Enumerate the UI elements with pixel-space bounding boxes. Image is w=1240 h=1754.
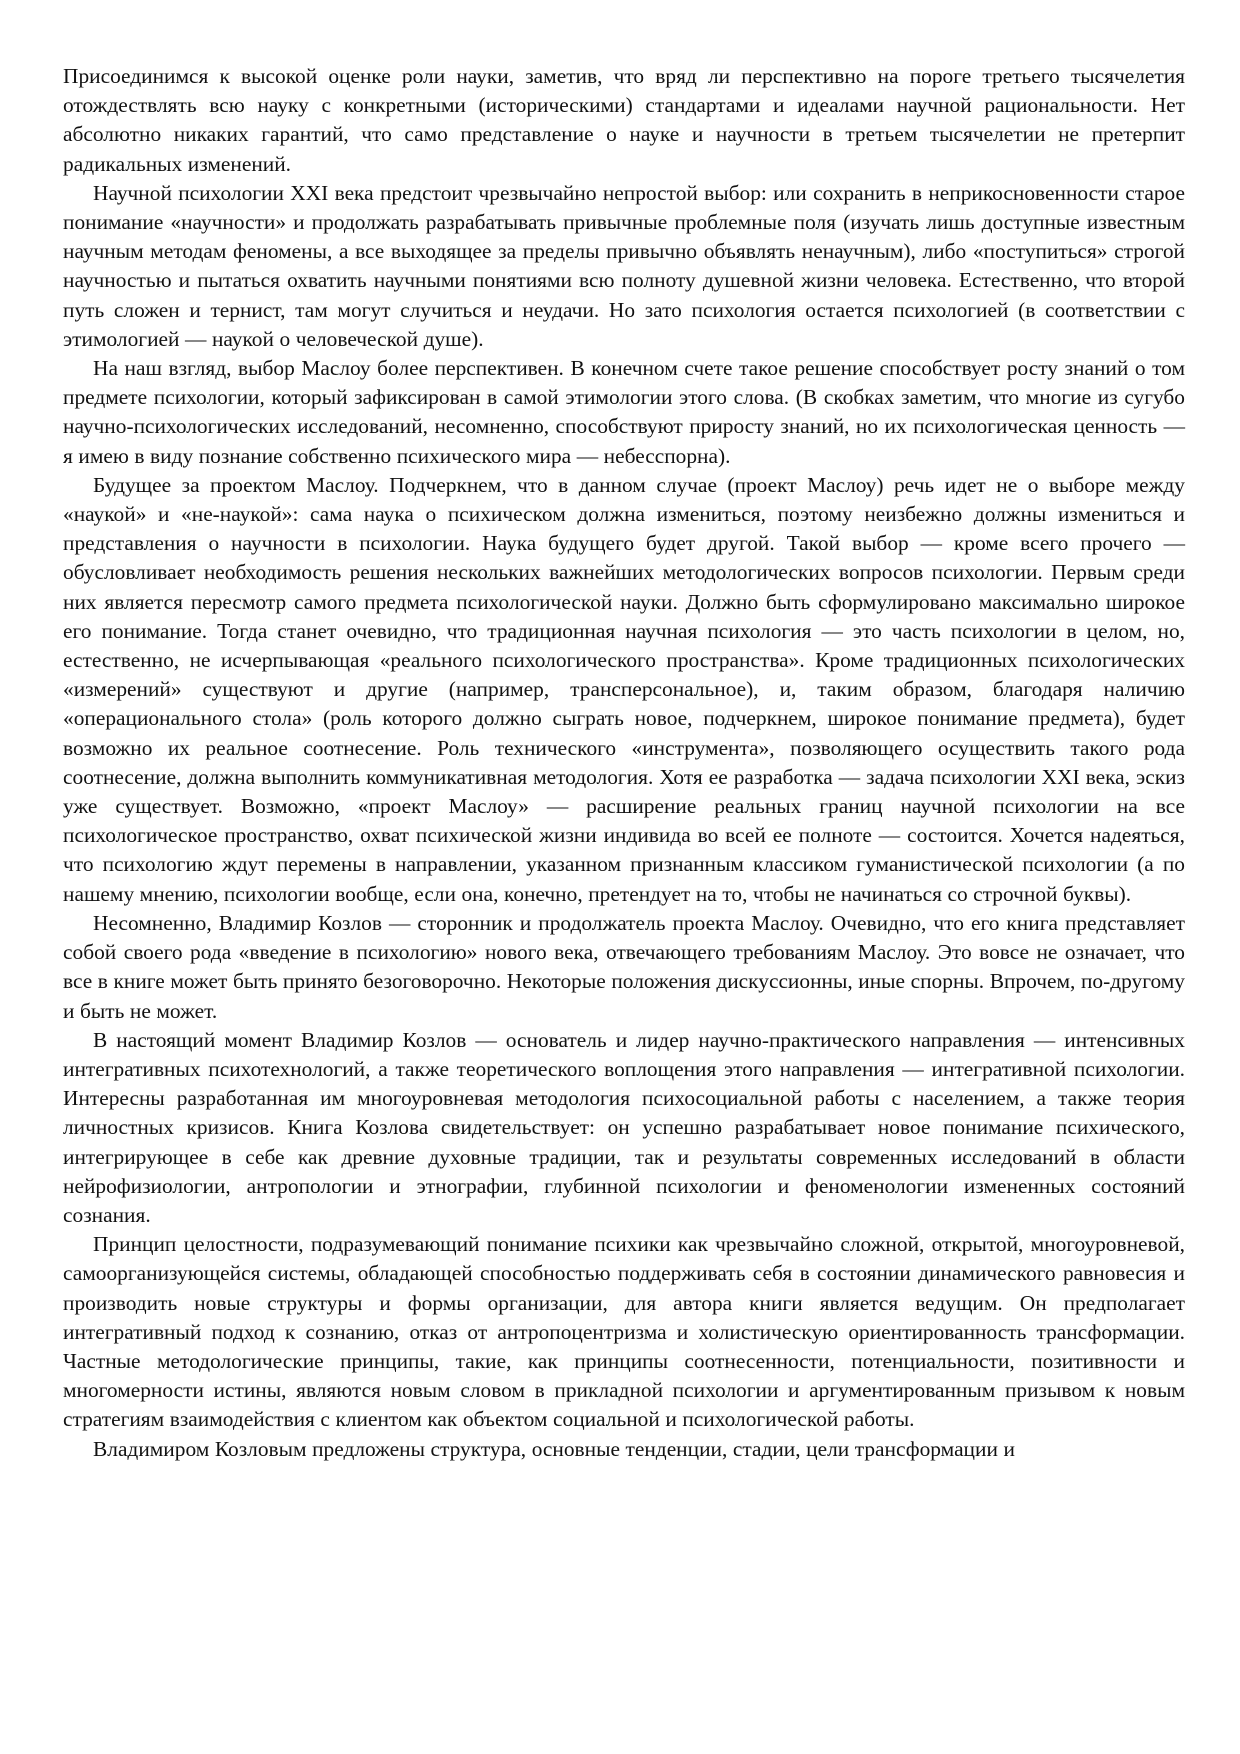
paragraph-7: Принцип целостности, подразумевающий понимание психики как чрезвычайно сложной, открытой, многоуровневой, самоорганизующейся системы, обладающей способностью поддерживать себя в состоянии динамического равновесия и производить новые структуры и формы организации, для автора книги является ведущим. Он предполагает интегративный подход к сознанию, отказ от антропоцентризма и холистическую ориентированность трансформации. Частные методологические принципы, такие, как принципы соотнесенности, потенциальности, позитивности и многомерности истины, являются новым словом в прикладной психологии и аргументированным призывом к новым стратегиям взаимодействия с клиентом как объектом социальной и психологической работы. bbox=[63, 1232, 1185, 1432]
paragraph-1: Присоединимся к высокой оценке роли науки, заметив, что вряд ли перспективно на пороге третьего тысячелетия отождествлять всю науку с конкретными (историческими) стандартами и идеалами научной рациональности. Нет абсолютно никаких гарантий, что само представление о науке и научности в третьем тысячелетии не претерпит радикальных изменений. bbox=[63, 64, 1185, 176]
paragraph-6: В настоящий момент Владимир Козлов — основатель и лидер научно-практического направления — интенсивных интегративных психотехнологий, а также теоретического воплощения этого направления — интегративной психологии. Интересны разработанная им многоуровневая методология психосоциальной работы с населением, а также теория личностных кризисов. Книга Козлова свидетельствует: он успешно разрабатывает новое понимание психического, интегрирующее в себе как древние духовные традиции, так и результаты современных исследований в области нейрофизиологии, антропологии и этнографии, глубинной психологии и феноменологии измененных состояний сознания. bbox=[63, 1027, 1185, 1227]
paragraph-4: Будущее за проектом Маслоу. Подчеркнем, что в данном случае (проект Маслоу) речь идет не о выборе между «наукой» и «не-наукой»: сама наука о психическом должна измениться, поэтому неизбежно должны измениться и представления о научности в психологии. Наука будущего будет другой. Такой выбор — кроме всего прочего — обусловливает необходимость решения нескольких важнейших методологических вопросов психологии. Первым среди них является пересмотр самого предмета психологической науки. Должно быть сформулировано максимально широкое его понимание. Тогда станет очевидно, что традиционная научная психология — это часть психологии в целом, но, естественно, не исчерпывающая «реального психологического пространства». Кроме традиционных психологических «измерений» существуют и другие (например, трансперсональное), и, таким образом, благодаря наличию «операционального стола» (роль которого должно сыграть новое, подчеркнем, широкое понимание предмета), будет возможно их реальное соотнесение. Роль технического «инструмента», позволяющего осуществить такого рода соотнесение, должна выполнить коммуникативная методология. Хотя ее разработка — задача психологии XXI века, эскиз уже существует. Возможно, «проект Маслоу» — расширение реальных границ научной психологии на все психологическое пространство, охват психической жизни индивида во всей ее полноте — состоится. Хочется надеяться, что психологию ждут перемены в направлении, указанном признанным классиком гуманистической психологии (а по нашему мнению, психологии вообще, если она, конечно, претендует на то, чтобы не начинаться со строчной буквы). bbox=[63, 472, 1185, 906]
paragraph-8: Владимиром Козловым предложены структура, основные тенденции, стадии, цели трансформации и bbox=[93, 1436, 1015, 1461]
paragraph-2: Научной психологии XXI века предстоит чрезвычайно непростой выбор: или сохранить в неприкосновенности старое понимание «научности» и продолжать разрабатывать привычные проблемные поля (изучать лишь доступные известным научным методам феномены, а все выходящее за пределы привычно объявлять ненаучным), либо «поступиться» строгой научностью и пытаться охватить научными понятиями всю полноту душевной жизни человека. Естественно, что второй путь сложен и тернист, там могут случиться и неудачи. Но зато психология остается психологией (в соответствии с этимологией — наукой о человеческой душе). bbox=[63, 180, 1185, 351]
paragraph-3: На наш взгляд, выбор Маслоу более перспективен. В конечном счете такое решение способствует росту знаний о том предмете психологии, который зафиксирован в самой этимологии этого слова. (В скобках заметим, что многие из сугубо научно-психологических исследований, несомненно, способствуют приросту знаний, но их психологическая ценность — я имею в виду познание собственно психического мира — небесспорна). bbox=[63, 356, 1185, 468]
paragraph-5: Несомненно, Владимир Козлов — сторонник и продолжатель проекта Маслоу. Очевидно, что его книга представляет собой своего рода «введение в психологию» нового века, отвечающего требованиям Маслоу. Это вовсе не означает, что все в книге может быть принято безоговорочно. Некоторые положения дискуссионны, иные спорны. Впрочем, по-другому и быть не может. bbox=[63, 910, 1185, 1023]
document-page bbox=[63, 62, 1185, 1702]
